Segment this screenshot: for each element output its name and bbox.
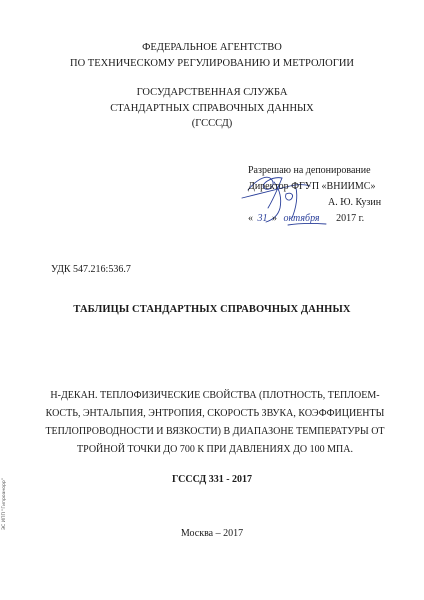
approval-date — [248, 211, 418, 227]
approval-position: Директор ФГУП «ВНИИМС» — [248, 181, 376, 192]
approval-signatory: А. Ю. Кузин — [328, 197, 382, 208]
agency-line: ПО ТЕХНИЧЕСКОМУ РЕГУЛИРОВАНИЮ И МЕТРОЛОГИИ — [69, 57, 354, 69]
document-title: ТАБЛИЦЫ СТАНДАРТНЫХ СПРАВОЧНЫХ ДАННЫХ — [73, 304, 351, 315]
service-line: СТАНДАРТНЫХ СПРАВОЧНЫХ ДАННЫХ — [110, 102, 314, 114]
approval-block — [248, 163, 418, 227]
agency-block — [0, 40, 424, 71]
service-line: ГОСУДАРСТВЕННАЯ СЛУЖБА — [136, 87, 288, 98]
sidebar-watermark: ЭС ИПП "Гипроанорр" — [2, 478, 7, 530]
date-close-quote: » — [272, 213, 277, 224]
approval-permission: Разрешаю на депонирование — [248, 165, 371, 176]
service-block — [0, 85, 424, 132]
description-line: Н-ДЕКАН. ТЕПЛОФИЗИЧЕСКИЕ СВОЙСТВА (ПЛОТНОСТЬ, ТЕПЛОЕМ- — [50, 390, 380, 401]
gsssd-number: ГСССД 331 - 2017 — [171, 474, 253, 485]
date-open-quote: « — [248, 213, 253, 224]
document-header — [0, 40, 424, 132]
footer-city-year: Москва – 2017 — [180, 528, 244, 539]
date-month: октября — [283, 213, 320, 224]
description-line: КОСТЬ, ЭНТАЛЬПИЯ, ЭНТРОПИЯ, СКОРОСТЬ ЗВУКА, КОЭФФИЦИЕНТЫ — [45, 408, 385, 419]
document-description — [42, 387, 388, 459]
agency-line: ФЕДЕРАЛЬНОЕ АГЕНТСТВО — [142, 42, 282, 53]
description-line: ТРОЙНОЙ ТОЧКИ ДО 700 К ПРИ ДАВЛЕНИЯХ ДО 100 МПА. — [77, 444, 353, 455]
udk-code: УДК 547.216:536.7 — [51, 264, 131, 275]
date-year: 2017 г. — [336, 213, 365, 224]
date-day: 31 — [257, 213, 268, 224]
description-line: ТЕПЛОПРОВОДНОСТИ И ВЯЗКОСТИ) В ДИАПАЗОНЕ ТЕМПЕРАТУРЫ ОТ — [45, 426, 385, 437]
service-line: (ГСССД) — [191, 118, 233, 129]
